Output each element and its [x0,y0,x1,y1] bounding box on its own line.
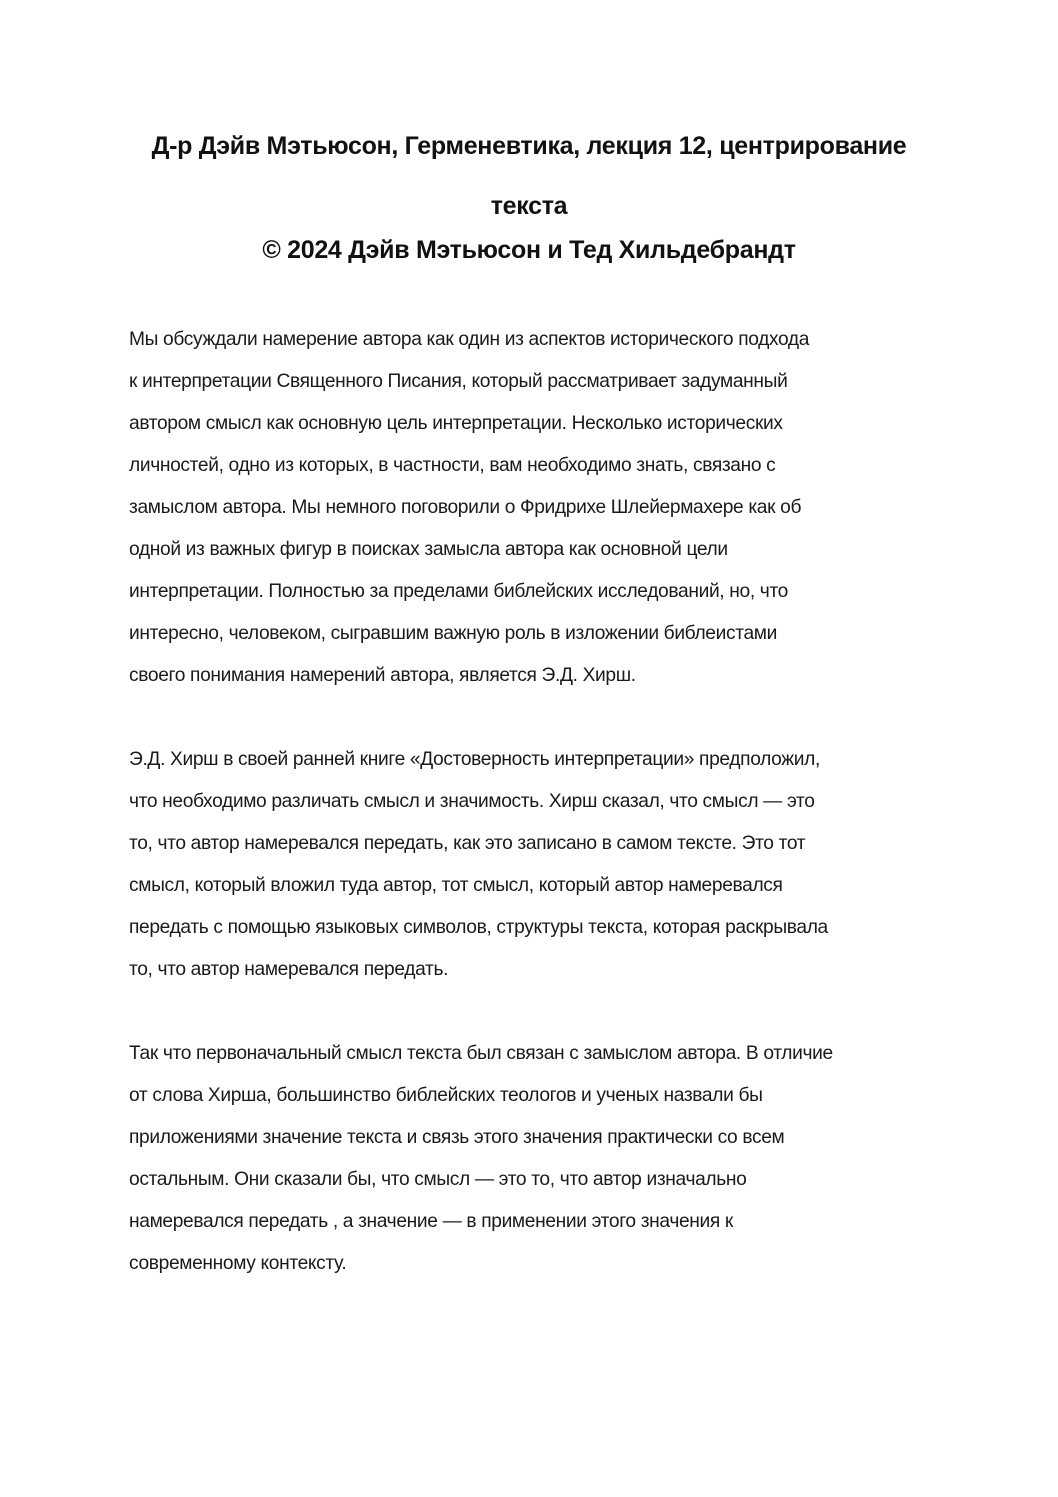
text-line: приложениями значение текста и связь этого значения практически со всем [129,1127,785,1148]
text-line: своего понимания намерений автора, является Э.Д. Хирш. [129,665,636,686]
text-line: передать с помощью языковых символов, структуры текста, которая раскрывала [129,917,828,938]
title-line-1: Д-р Дэйв Мэтьюсон, Герменевтика, лекция 12, центрирование [151,132,907,160]
paragraph-1 [129,319,929,697]
title-line-2: текста [490,192,568,220]
text-line: остальным. Они сказали бы, что смысл — это то, что автор изначально [129,1169,747,1190]
text-line: то, что автор намеревался передать, как это записано в самом тексте. Это тот [129,833,806,854]
text-line: Так что первоначальный смысл текста был связан с замыслом автора. В отличие [129,1043,833,1064]
text-line: личностей, одно из которых, в частности, вам необходимо знать, связано с [129,455,776,476]
text-line: к интерпретации Священного Писания, который рассматривает задуманный [129,371,788,392]
text-line: Мы обсуждали намерение автора как один из аспектов исторического подхода [129,329,810,350]
paragraph-3 [129,1033,929,1285]
text-line: Э.Д. Хирш в своей ранней книге «Достоверность интерпретации» предположил, [129,749,820,770]
text-line: замыслом автора. Мы немного поговорили о Фридрихе Шлейермахере как об [129,497,802,518]
text-line: то, что автор намеревался передать. [129,959,449,980]
text-line: смысл, который вложил туда автор, тот смысл, который автор намеревался [129,875,783,896]
text-line: от слова Хирша, большинство библейских теологов и ученых назвали бы [129,1085,763,1106]
text-line: одной из важных фигур в поисках замысла автора как основной цели [129,539,728,560]
paragraph-2 [129,739,929,991]
text-line: что необходимо различать смысл и значимость. Хирш сказал, что смысл — это [129,791,815,812]
document-title [110,128,948,268]
text-line: намеревался передать , а значение — в применении этого значения к [129,1211,733,1232]
copyright-line: © 2024 Дэйв Мэтьюсон и Тед Хильдебрандт [262,236,796,264]
text-line: автором смысл как основную цель интерпретации. Несколько исторических [129,413,783,434]
text-line: интересно, человеком, сыгравшим важную роль в изложении библеистами [129,623,777,644]
text-line: современному контексту. [129,1253,347,1274]
text-line: интерпретации. Полностью за пределами библейских исследований, но, что [129,581,788,602]
